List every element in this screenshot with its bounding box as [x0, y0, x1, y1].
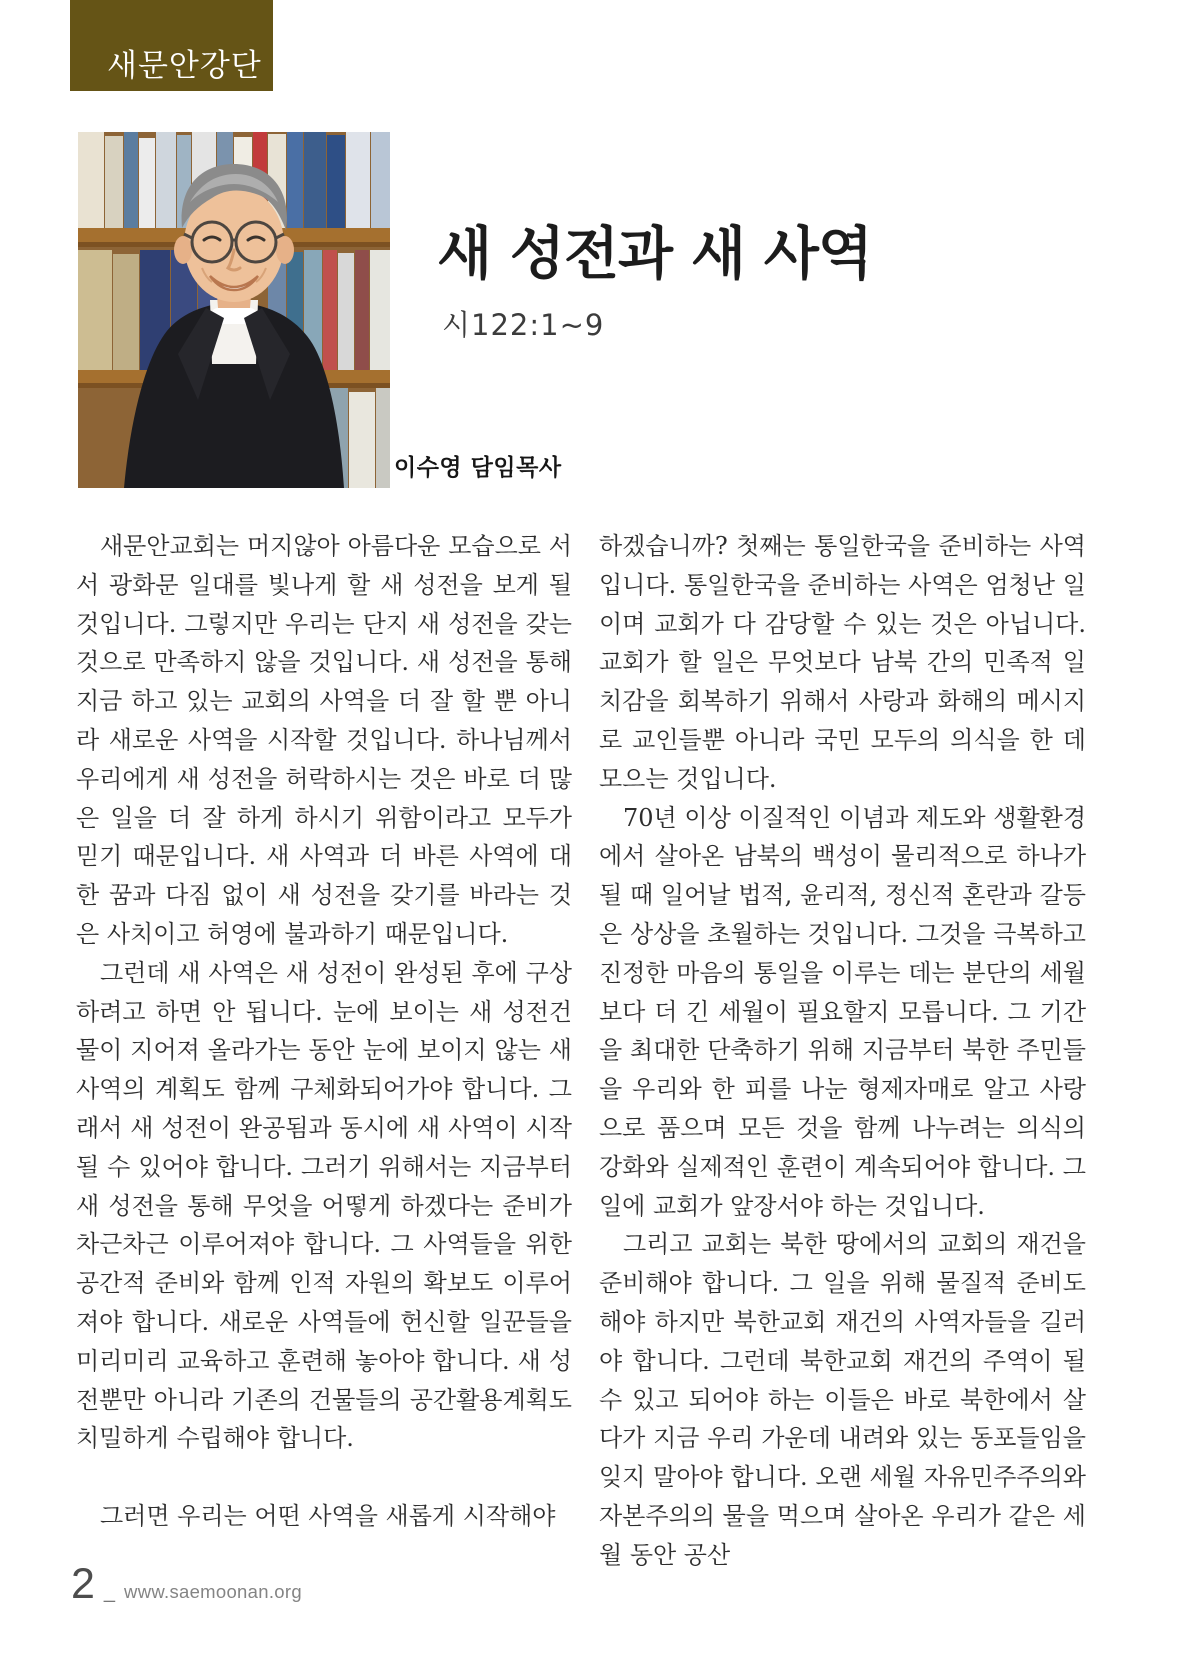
page-number: 2: [71, 1560, 95, 1608]
page-footer: [71, 1560, 302, 1608]
article-paragraph: 그러면 우리는 어떤 사역을 새롭게 시작해야: [100, 1501, 556, 1530]
footer-separator: _: [103, 1581, 116, 1603]
pastor-portrait-photo: [78, 132, 390, 488]
article-paragraph: 그리고 교회는 북한 땅에서의 교회의 재건을 준비해야 합니다. 그 일을 위해 물질적 준비도 해야 하지만 북한교회 재건의 사역자들을 길러야 합니다. 그런데 북한교회 재건의 주역이 될 수 있고 되어야 하는 이들은 바로 북한에서 살다가 지금 우리 가운데 내려와 있는 동포들임을 잊지 말아야 합니다. 오랜 세월 자유민주주의와 자본주의의 물을 먹으며 살아온 우리가 같은 세월 동안 공산: [599, 1230, 1086, 1569]
article-paragraph: 70년 이상 이질적인 이념과 제도와 생활환경에서 살아온 남북의 백성이 물리적으로 하나가 될 때 일어날 법적, 윤리적, 정신적 혼란과 갈등은 상상을 초월하는 것입니다. 그것을 극복하고 진정한 마음의 통일을 이루는 데는 분단의 세월보다 더 긴 세월이 필요할지 모릅니다. 그 기간을 최대한 단축하기 위해 지금부터 북한 주민들을 우리와 한 피를 나눈 형제자매로 알고 사랑으로 품으며 모든 것을 함께 나누려는 의식의 강화와 실제적인 훈련이 계속되어야 합니다. 그 일에 교회가 앞장서야 하는 것입니다.: [599, 803, 1086, 1220]
article-paragraph: 그런데 새 사역은 새 성전이 완성된 후에 구상하려고 하면 안 됩니다. 눈에 보이는 새 성전건물이 지어져 올라가는 동안 눈에 보이지 않는 새 사역의 계획도 함께 구체화되어가야 합니다. 그래서 새 성전이 완공됨과 동시에 새 사역이 시작될 수 있어야 합니다. 그러기 위해서는 지금부터 새 성전을 통해 무엇을 어떻게 하겠다는 준비가 차근차근 이루어져야 합니다. 그 사역들을 위한 공간적 준비와 함께 인적 자원의 확보도 이루어져야 합니다. 새로운 사역들에 헌신할 일꾼들을 미리미리 교육하고 훈련해 놓아야 합니다. 새 성전뿐만 아니라 기존의 건물들의 공간활용계획도 치밀하게 수립해야 합니다.: [76, 958, 572, 1453]
pastor-portrait-illustration: [78, 132, 390, 488]
section-badge: [70, 0, 273, 91]
scripture-reference: 시122:1~9: [442, 308, 605, 342]
article-title: 새 성전과 새 사역: [437, 221, 872, 287]
article-paragraph: 새문안교회는 머지않아 아름다운 모습으로 서서 광화문 일대를 빛나게 할 새 성전을 보게 될 것입니다. 그렇지만 우리는 단지 새 성전을 갖는 것으로 만족하지 않을 것입니다. 새 성전을 통해 지금 하고 있는 교회의 사역을 더 잘 할 뿐 아니라 새로운 사역을 시작할 것입니다. 하나님께서 우리에게 새 성전을 허락하시는 것은 바로 더 많은 일을 더 잘 하게 하시기 위함이라고 모두가 믿기 때문입니다. 새 사역과 더 바른 사역에 대한 꿈과 다짐 없이 새 성전을 갖기를 바라는 것은 사치이고 허영에 불과하기 때문입니다.: [76, 532, 572, 948]
article-body: [76, 527, 1086, 1575]
article-paragraph: 하겠습니까? 첫째는 통일한국을 준비하는 사역입니다. 통일한국을 준비하는 사역은 엄청난 일이며 교회가 다 감당할 수 있는 것은 아닙니다. 교회가 할 일은 무엇보다 남북 간의 민족적 일치감을 회복하기 위해서 사랑과 화해의 메시지로 교인들뿐 아니라 국민 모두의 의식을 한 데 모으는 것입니다.: [599, 532, 1086, 793]
article-column-right: [599, 527, 1086, 1575]
article-column-left: [76, 527, 572, 1575]
author-name: 이수영 담임목사: [394, 455, 562, 481]
website-url[interactable]: www.saemoonan.org: [124, 1581, 302, 1602]
section-badge-label: 새문안강단: [107, 48, 262, 84]
